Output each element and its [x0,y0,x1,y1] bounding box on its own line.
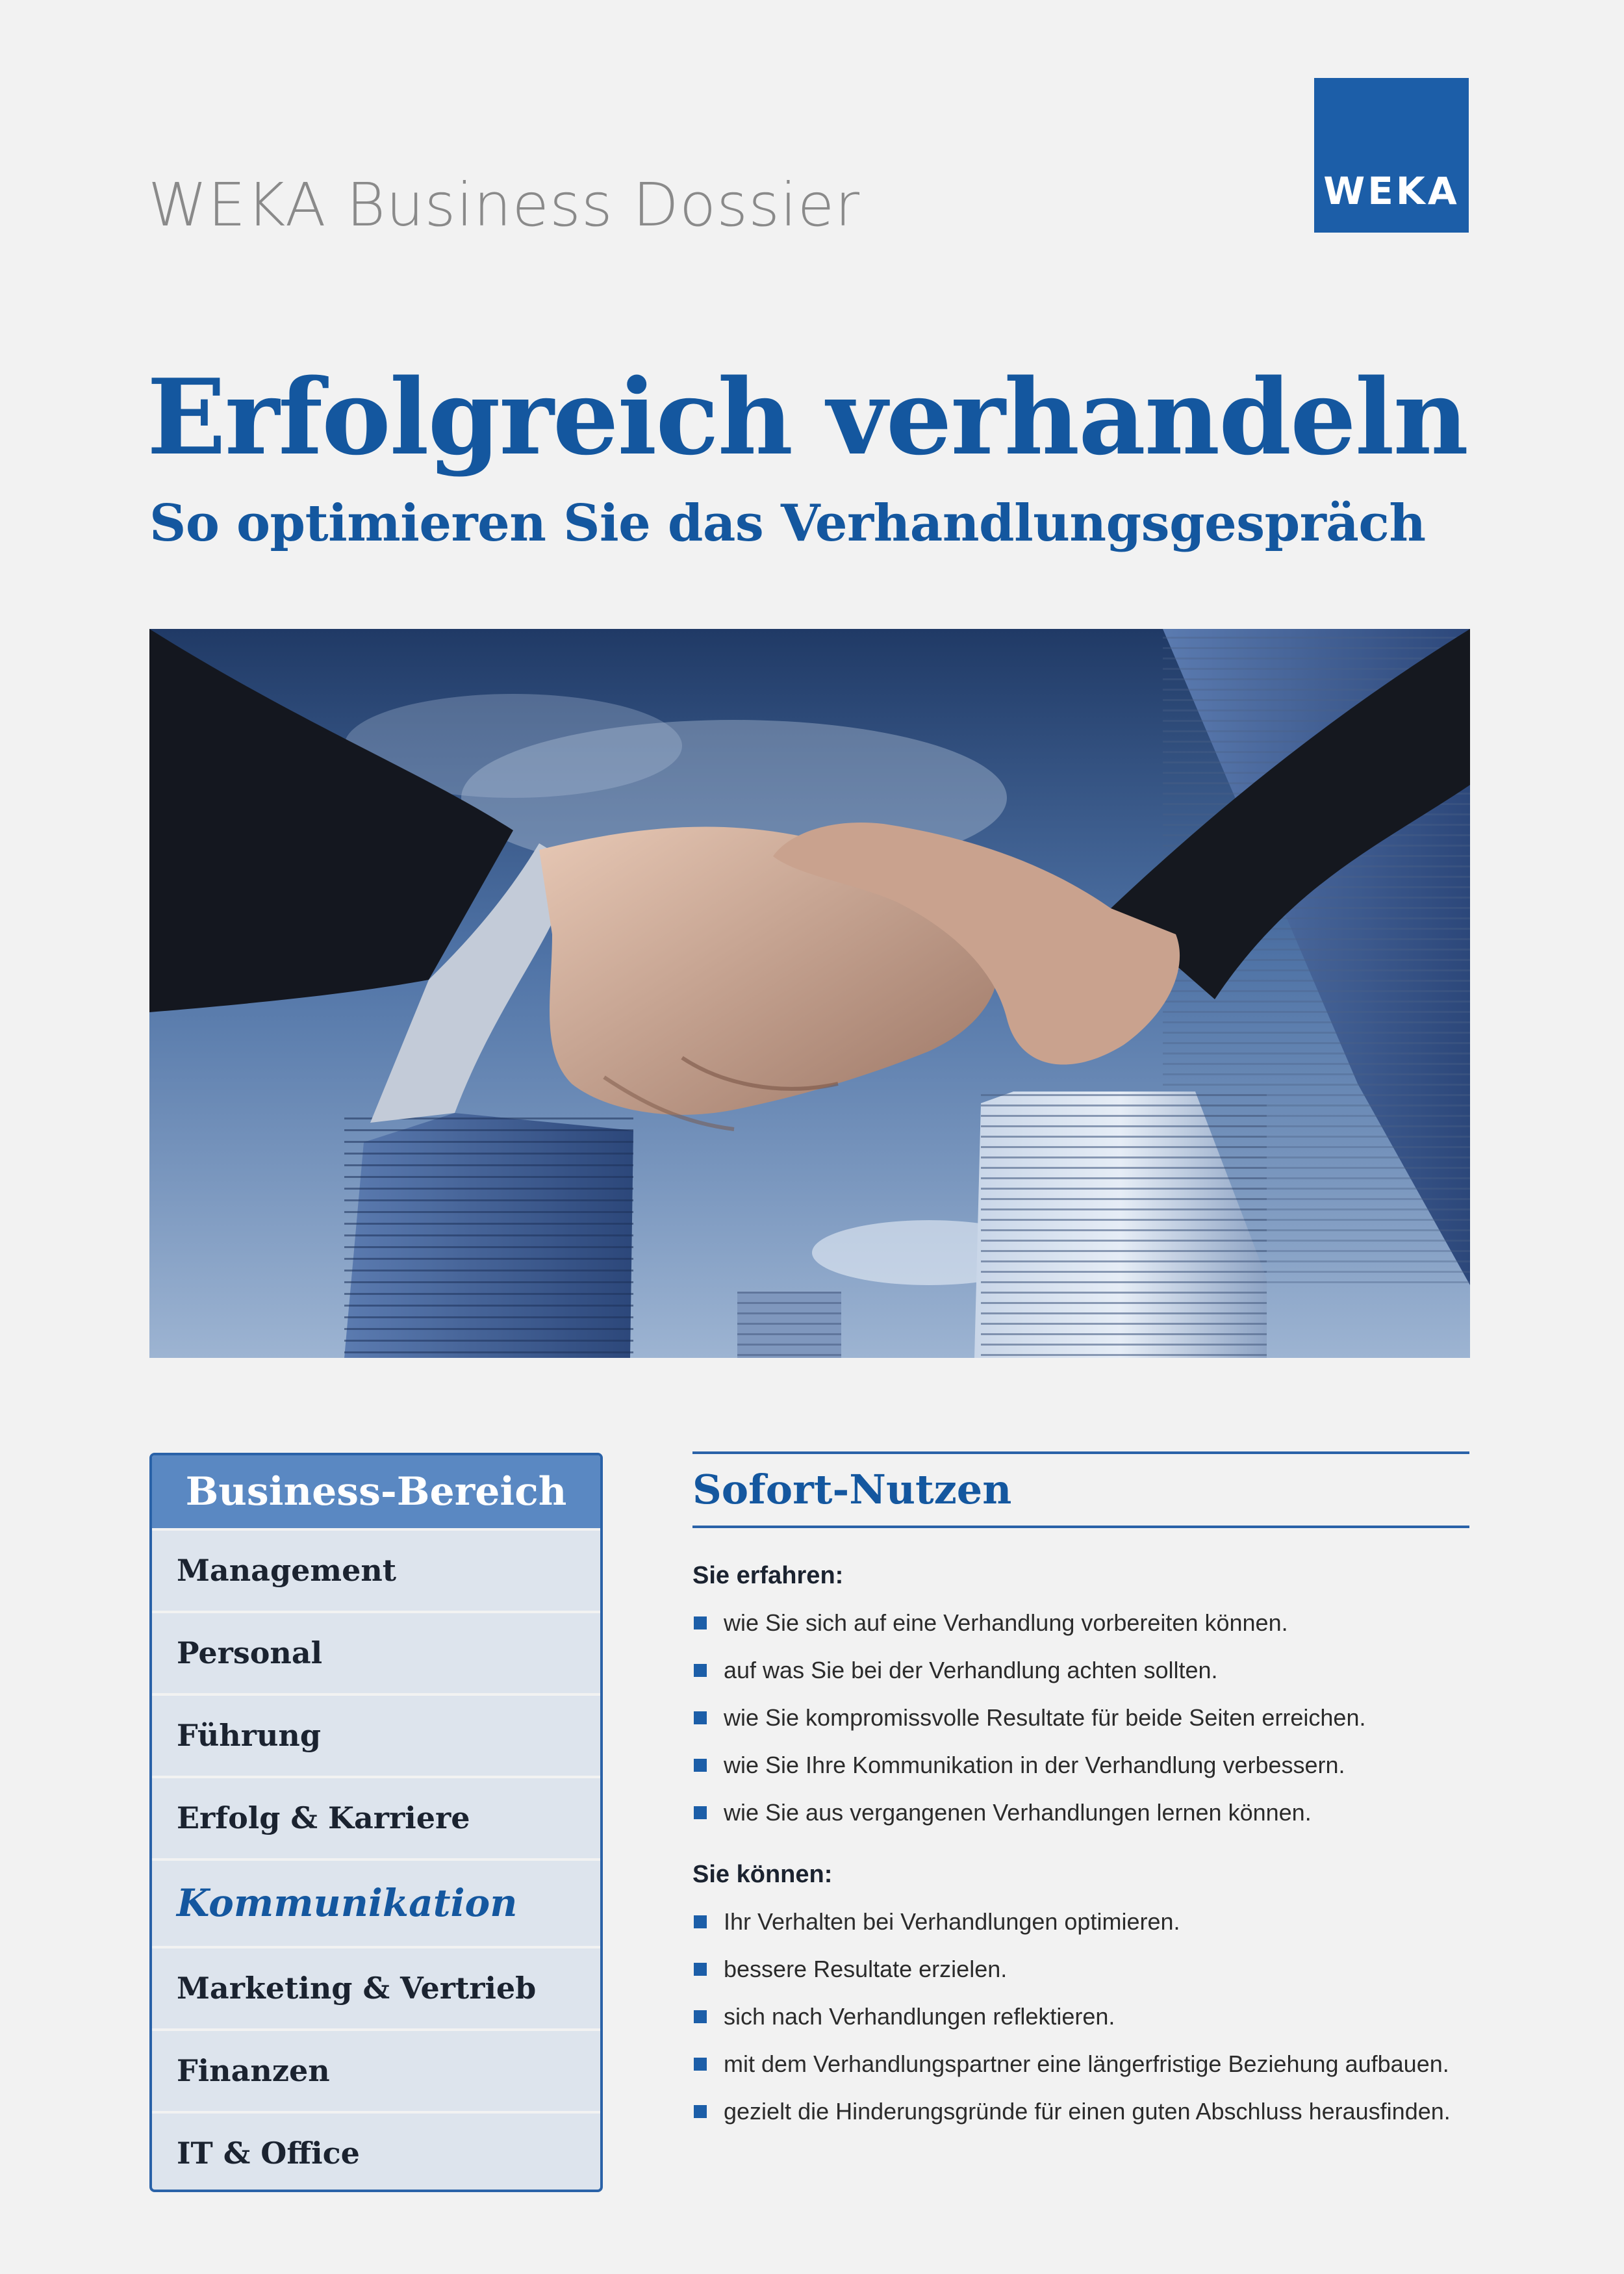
bullet-square-icon [694,1806,707,1819]
panel-item-fuehrung[interactable]: Führung [152,1693,600,1776]
benefits-heading: Sofort-Nutzen [692,1466,1012,1513]
list-item: sich nach Verhandlungen reflektieren. [692,1993,1469,2040]
list-item: wie Sie aus vergangenen Verhandlungen lernen können. [692,1789,1469,1836]
page-subtitle: So optimieren Sie das Verhandlungsgespräch [149,494,1426,553]
weka-logo [1314,78,1469,233]
list-item: wie Sie Ihre Kommunikation in der Verhandlung verbessern. [692,1741,1469,1789]
bullet-square-icon [694,1664,707,1677]
section-label-koennen: Sie können: [692,1861,833,1888]
logo-text: WEKA [1323,169,1460,213]
panel-item-management[interactable]: Management [152,1528,600,1611]
panel-item-erfolg-karriere[interactable]: Erfolg & Karriere [152,1776,600,1858]
bullet-square-icon [694,1915,707,1928]
hero-image [149,629,1470,1358]
panel-item-kommunikation[interactable]: Kommunikation [152,1858,600,1946]
list-item: auf was Sie bei der Verhandlung achten sollten. [692,1646,1469,1694]
panel-heading: Business-Bereich [152,1455,600,1528]
list-item: wie Sie sich auf eine Verhandlung vorbereiten können. [692,1599,1469,1646]
list-item: bessere Resultate erzielen. [692,1945,1469,1993]
list-item: wie Sie kompromissvolle Resultate für beide Seiten erreichen. [692,1694,1469,1741]
panel-item-finanzen[interactable]: Finanzen [152,2028,600,2111]
bullet-square-icon [694,1616,707,1629]
page-title: Erfolgreich verhandeln [147,356,1467,478]
brand-line: WEKA Business Dossier [148,170,861,240]
list-item: mit dem Verhandlungspartner eine längerfristige Beziehung aufbauen. [692,2040,1469,2088]
bullet-square-icon [694,2105,707,2118]
section-label-erfahren: Sie erfahren: [692,1562,844,1589]
panel-item-personal[interactable]: Personal [152,1611,600,1693]
business-area-panel [149,1453,603,2192]
bullet-square-icon [694,1711,707,1724]
list-item: gezielt die Hinderungsgründe für einen guten Abschluss herausfinden. [692,2088,1469,2135]
benefits-section [692,1451,1469,2135]
bullet-square-icon [694,2058,707,2071]
list-erfahren [692,1599,1469,1836]
panel-item-marketing-vertrieb[interactable]: Marketing & Vertrieb [152,1946,600,2028]
panel-item-it-office[interactable]: IT & Office [152,2111,600,2192]
bottom-rule [692,1526,1469,1528]
bullet-square-icon [694,2010,707,2023]
bullet-square-icon [694,1759,707,1772]
bullet-square-icon [694,1963,707,1976]
list-koennen [692,1898,1469,2135]
handshake-skyscrapers-photo [149,629,1470,1358]
list-item: Ihr Verhalten bei Verhandlungen optimieren. [692,1898,1469,1945]
